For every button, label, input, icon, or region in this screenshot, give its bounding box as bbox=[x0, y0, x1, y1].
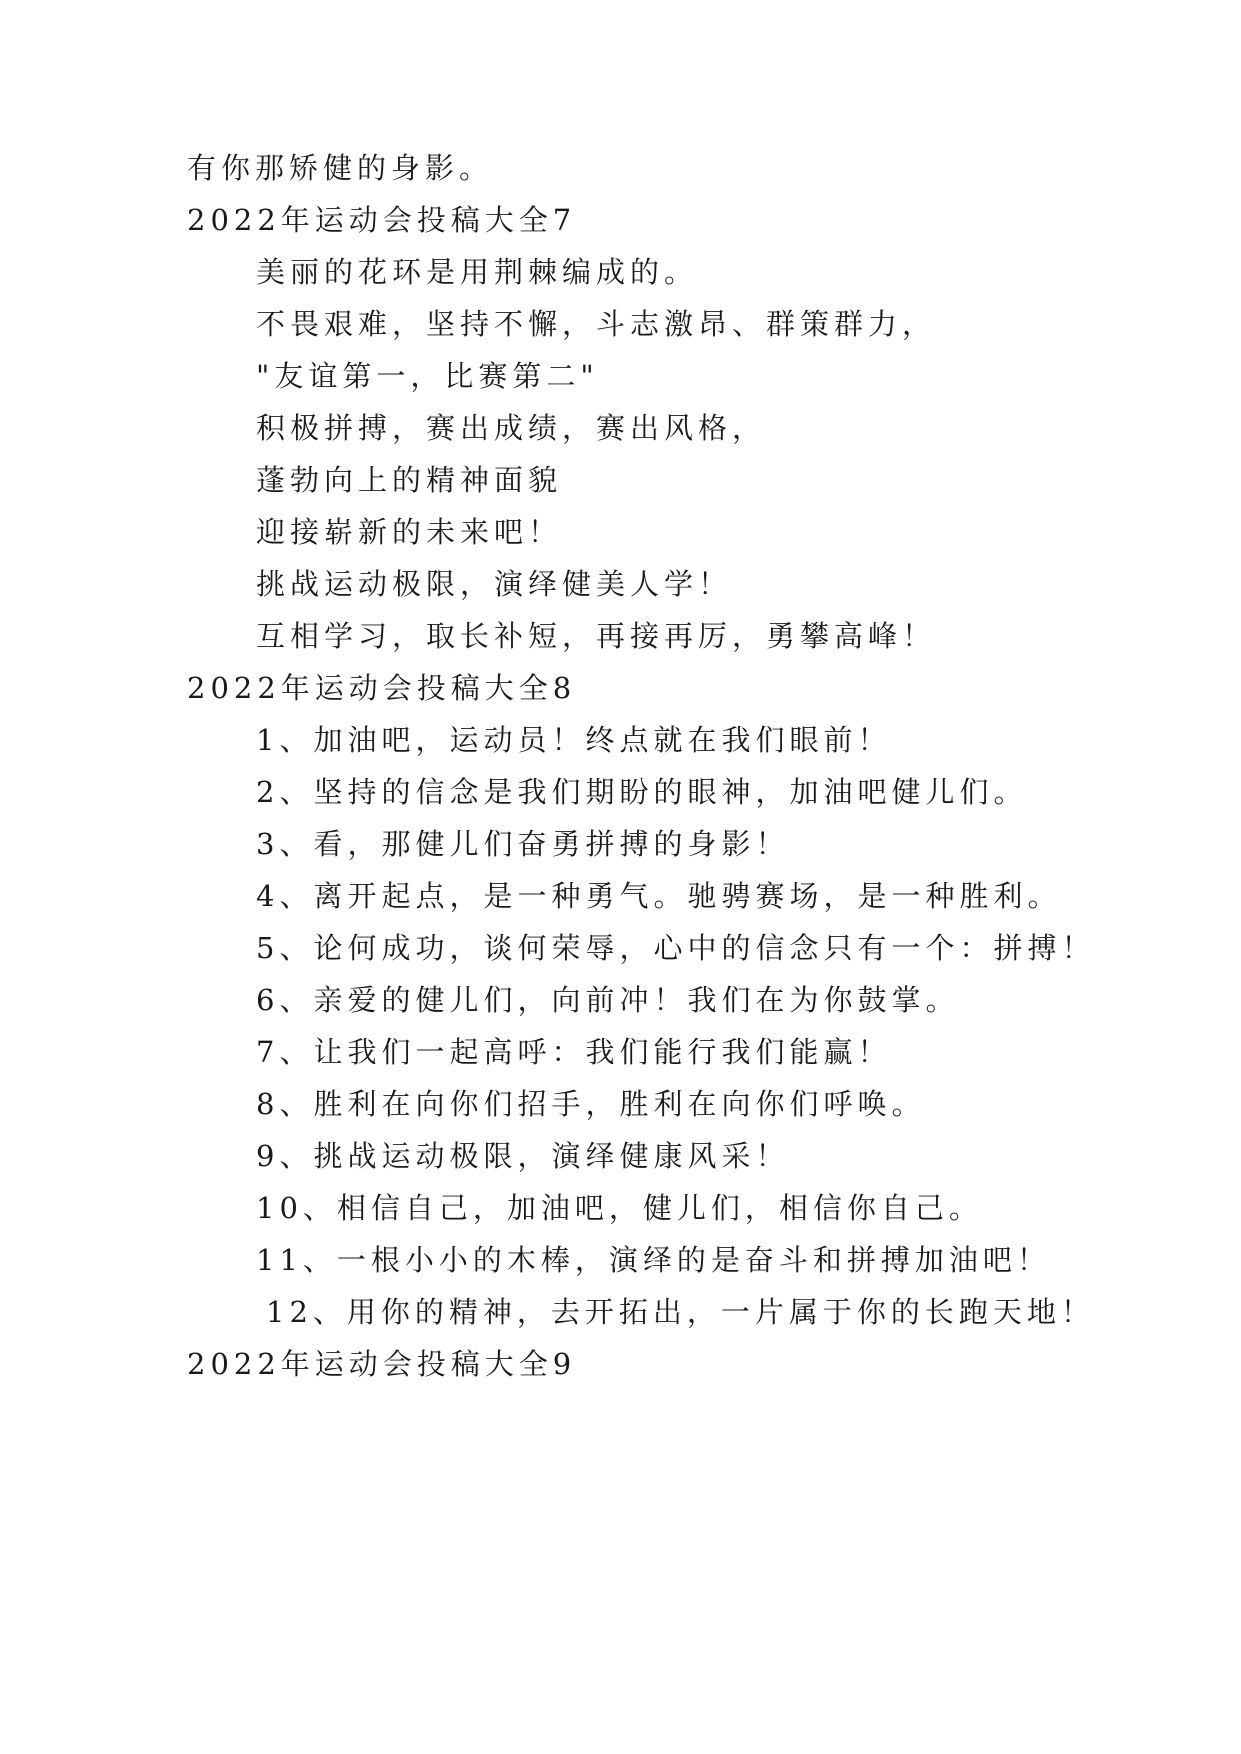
paragraph-line: 互相学习，取长补短，再接再厉，勇攀高峰！ bbox=[256, 619, 937, 653]
list-item: 9、挑战运动极限，演绎健康风采！ bbox=[256, 1139, 790, 1173]
paragraph-line: 挑战运动极限，演绎健美人学！ bbox=[256, 567, 733, 601]
list-item: 3、看，那健儿们奋勇拼搏的身影！ bbox=[256, 827, 790, 861]
paragraph-line: 蓬勃向上的精神面貌 bbox=[256, 463, 563, 497]
paragraph-line: 积极拼搏，赛出成绩，赛出风格， bbox=[256, 411, 767, 445]
list-item: 1、加油吧，运动员！终点就在我们眼前！ bbox=[256, 723, 892, 757]
list-item: 10、相信自己，加油吧，健儿们，相信你自己。 bbox=[256, 1191, 983, 1225]
section-heading-8: 2022年运动会投稿大全8 bbox=[187, 671, 577, 705]
paragraph-line: "友谊第一，比赛第二" bbox=[256, 359, 599, 393]
list-item: 8、胜利在向你们招手，胜利在向你们呼唤。 bbox=[256, 1087, 926, 1121]
section-heading-7: 2022年运动会投稿大全7 bbox=[187, 203, 577, 237]
list-item: 6、亲爱的健儿们，向前冲！我们在为你鼓掌。 bbox=[256, 983, 960, 1017]
list-item: 11、一根小小的木棒，演绎的是奋斗和拼搏加油吧！ bbox=[256, 1243, 1051, 1277]
paragraph-line: 不畏艰难，坚持不懈，斗志激昂、群策群力， bbox=[256, 307, 937, 341]
paragraph-line: 迎接崭新的未来吧！ bbox=[256, 515, 563, 549]
list-item: 7、让我们一起高呼：我们能行我们能赢！ bbox=[256, 1035, 892, 1069]
list-item: 4、离开起点，是一种勇气。驰骋赛场，是一种胜利。 bbox=[256, 879, 1062, 913]
list-item: 5、论何成功，谈何荣辱，心中的信念只有一个：拼搏！ bbox=[256, 931, 1096, 965]
section-heading-9: 2022年运动会投稿大全9 bbox=[187, 1347, 577, 1381]
list-item: 2、坚持的信念是我们期盼的眼神，加油吧健儿们。 bbox=[256, 775, 1028, 809]
continuation-text: 有你那矫健的身影。 bbox=[187, 151, 494, 185]
list-item: 12、用你的精神，去开拓出，一片属于你的长跑天地！ bbox=[266, 1295, 1095, 1329]
paragraph-line: 美丽的花环是用荆棘编成的。 bbox=[256, 255, 699, 289]
